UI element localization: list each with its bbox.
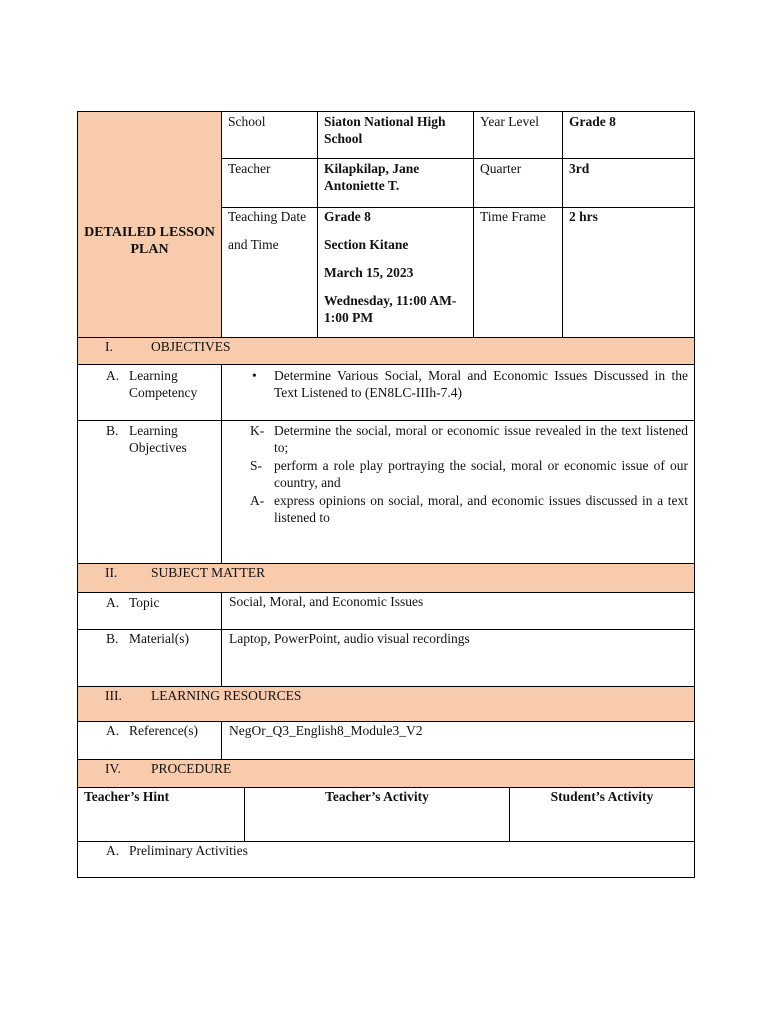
learning-objectives-letter: B.	[106, 423, 119, 438]
objective-s-marker: S-	[250, 458, 263, 473]
teaching-date-section: Section Kitane	[324, 237, 409, 252]
materials-label-cell	[77, 629, 222, 687]
objective-a-text: express opinions on social, moral, and economic issues discussed in a text listened to	[274, 493, 688, 525]
teachers-hint-header-cell	[77, 787, 245, 842]
teachers-activity-header-cell	[244, 787, 510, 842]
reference-letter: A.	[106, 723, 120, 738]
teaching-date-grade: Grade 8	[324, 209, 371, 224]
students-activity-header-cell	[509, 787, 695, 842]
teaching-date-label-line-2: and Time	[228, 237, 279, 252]
teacher-label: Teacher	[228, 161, 271, 176]
learning-competency-bullet: •	[252, 368, 257, 383]
quarter-value-cell	[562, 158, 695, 208]
subject-matter-section-header	[77, 563, 695, 593]
topic-value-cell	[221, 592, 695, 630]
teaching-date-label-cell	[221, 207, 318, 338]
learning-competency-text: Determine Various Social, Moral and Economic Issues Discussed in the Text Listened to (EN8LC-IIIh-7.4)	[274, 368, 688, 400]
procedure-numeral: IV.	[105, 761, 121, 776]
materials-value-cell	[221, 629, 695, 687]
year-level-value-cell	[562, 111, 695, 159]
learning-resources-numeral: III.	[105, 688, 122, 703]
learning-competency-value-cell	[221, 364, 695, 421]
learning-objectives-label-cell	[77, 420, 222, 564]
topic-letter: A.	[106, 595, 120, 610]
materials-letter: B.	[106, 631, 119, 646]
reference-label-cell	[77, 721, 222, 760]
school-value: Siaton National High School	[324, 114, 446, 146]
lesson-plan-title-cell	[77, 111, 222, 338]
teachers-hint-header: Teacher’s Hint	[84, 789, 170, 804]
lesson-plan-title: DETAILED LESSON PLAN	[84, 225, 215, 257]
topic-value: Social, Moral, and Economic Issues	[229, 594, 424, 609]
school-label: School	[228, 114, 266, 129]
procedure-title: PROCEDURE	[151, 761, 232, 776]
objective-a-marker: A-	[250, 493, 265, 508]
reference-value: NegOr_Q3_English8_Module3_V2	[229, 723, 423, 738]
time-frame-label-cell	[473, 207, 563, 338]
learning-resources-title: LEARNING RESOURCES	[151, 688, 302, 703]
preliminary-activities-row	[77, 841, 695, 878]
school-label-cell	[221, 111, 318, 159]
learning-competency-letter: A.	[106, 368, 120, 383]
teacher-label-cell	[221, 158, 318, 208]
objectives-title: OBJECTIVES	[151, 339, 231, 354]
materials-value: Laptop, PowerPoint, audio visual recordings	[229, 631, 470, 646]
learning-competency-label: Learning Competency	[129, 368, 198, 400]
time-frame-value: 2 hrs	[569, 209, 598, 224]
teachers-activity-header: Teacher’s Activity	[325, 789, 429, 804]
procedure-section-header	[77, 759, 695, 788]
topic-label-cell	[77, 592, 222, 630]
topic-label: Topic	[129, 595, 160, 610]
school-value-cell	[317, 111, 474, 159]
quarter-label: Quarter	[480, 161, 522, 176]
reference-label: Reference(s)	[129, 723, 198, 738]
teacher-value-cell	[317, 158, 474, 208]
learning-objectives-label: Learning Objectives	[129, 423, 187, 455]
teacher-value: Kilapkilap, Jane Antoniette T.	[324, 161, 420, 193]
year-level-value: Grade 8	[569, 114, 616, 129]
teaching-date-label-line-1: Teaching Date	[228, 209, 307, 224]
time-frame-label: Time Frame	[480, 209, 546, 224]
teaching-date-date: March 15, 2023	[324, 265, 414, 280]
learning-objectives-value-cell	[221, 420, 695, 564]
students-activity-header: Student’s Activity	[550, 789, 654, 804]
objective-k-marker: K-	[250, 423, 265, 438]
teaching-date-value-cell	[317, 207, 474, 338]
quarter-label-cell	[473, 158, 563, 208]
objective-s-text: perform a role play portraying the social, moral or economic issue of our country, and	[274, 458, 688, 490]
learning-resources-section-header	[77, 686, 695, 722]
quarter-value: 3rd	[569, 161, 590, 176]
year-level-label-cell	[473, 111, 563, 159]
teaching-date-time: Wednesday, 11:00 AM-1:00 PM	[324, 293, 457, 325]
time-frame-value-cell	[562, 207, 695, 338]
materials-label: Material(s)	[129, 631, 189, 646]
reference-value-cell	[221, 721, 695, 760]
preliminary-activities-label: Preliminary Activities	[129, 843, 248, 858]
year-level-label: Year Level	[480, 114, 539, 129]
objectives-section-header	[77, 337, 695, 365]
subject-matter-numeral: II.	[105, 565, 118, 580]
learning-competency-label-cell	[77, 364, 222, 421]
subject-matter-title: SUBJECT MATTER	[151, 565, 266, 580]
preliminary-activities-letter: A.	[106, 843, 120, 858]
objective-k-text: Determine the social, moral or economic issue revealed in the text listened to;	[274, 423, 688, 455]
objectives-numeral: I.	[105, 339, 113, 354]
